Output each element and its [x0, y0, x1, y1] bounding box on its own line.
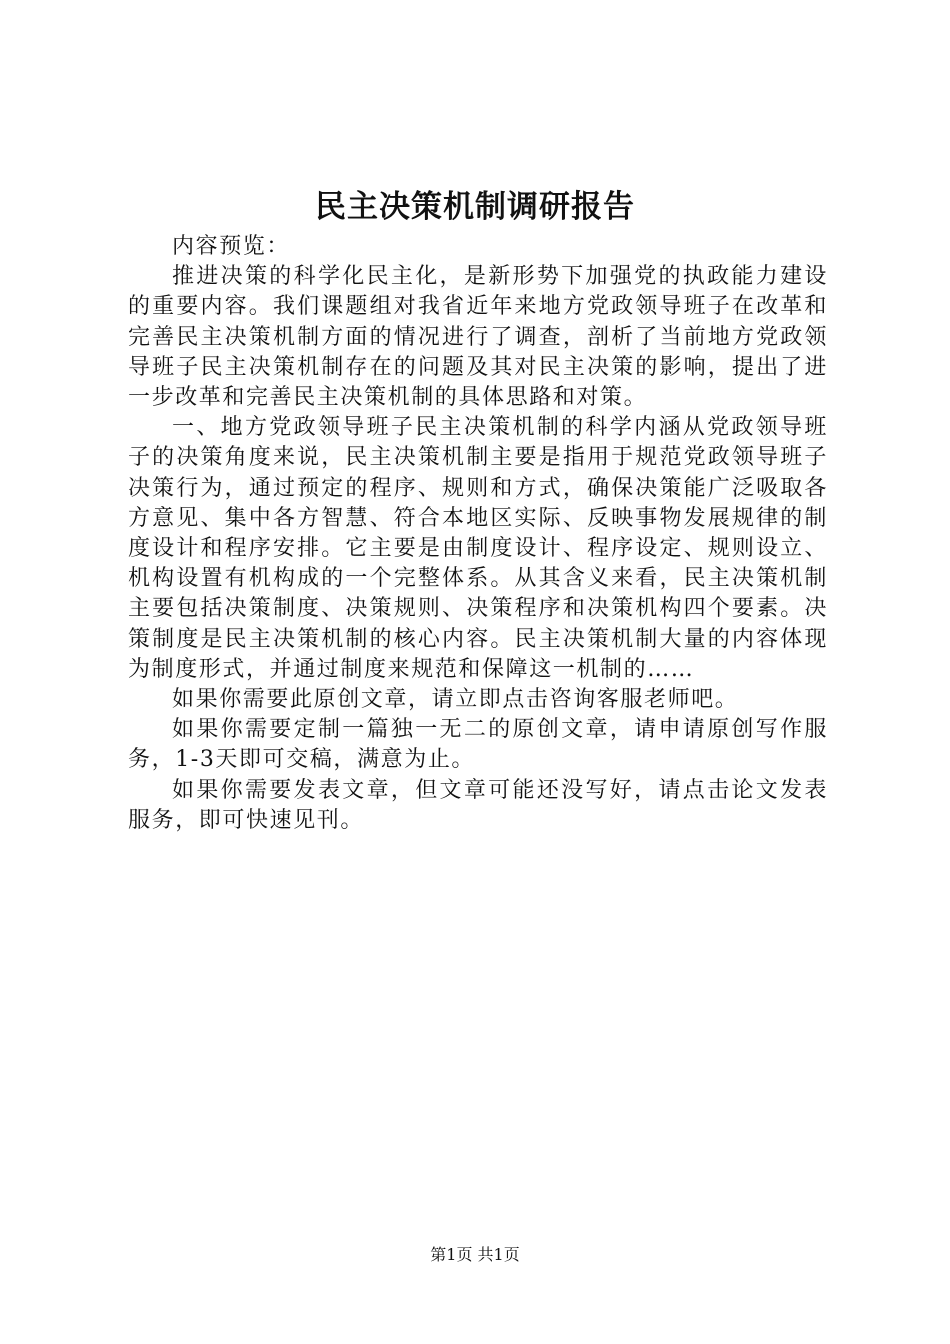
paragraph-intro: 推进决策的科学化民主化，是新形势下加强党的执政能力建设的重要内容。我们课题组对我省近年来地方党政领导班子在改革和完善民主决策机制方面的情况进行了调查，剖析了当前地方党政领导班子民主决策机制存在的问题及其对民主决策的影响，提出了进一步改革和完善民主决策机制的具体思路和对策。: [128, 264, 828, 411]
document-body: [128, 232, 828, 836]
page-number-footer: 第1页 共1页: [430, 1245, 520, 1264]
paragraph-contact: 如果你需要此原创文章，请立即点击咨询客服老师吧。: [172, 687, 739, 713]
paragraph-publishing: 如果你需要发表文章，但文章可能还没写好，请点击论文发表服务，即可快速见刊。: [128, 777, 828, 833]
preview-label: 内容预览：: [172, 234, 291, 259]
document-title: 民主决策机制调研报告: [315, 189, 635, 225]
paragraph-section-one: 一、地方党政领导班子民主决策机制的科学内涵从党政领导班子的决策角度来说，民主决策机制主要是指用于规范党政领导班子决策行为，通过预定的程序、规则和方式，确保决策能广泛吸取各方意见、集中各方智慧、符合本地区实际、反映事物发展规律的制度设计和程序安排。它主要是由制度设计、程序设定、规则设立、机构设置有机构成的一个完整体系。从其含义来看，民主决策机制主要包括决策制度、决策规则、决策程序和决策机构四个要素。决策制度是民主决策机制的核心内容。民主决策机制大量的内容体现为制度形式，并通过制度来规范和保障这一机制的……: [128, 415, 828, 682]
paragraph-custom-writing: 如果你需要定制一篇独一无二的原创文章，请申请原创写作服务，1-3天即可交稿，满意为止。: [128, 717, 828, 773]
